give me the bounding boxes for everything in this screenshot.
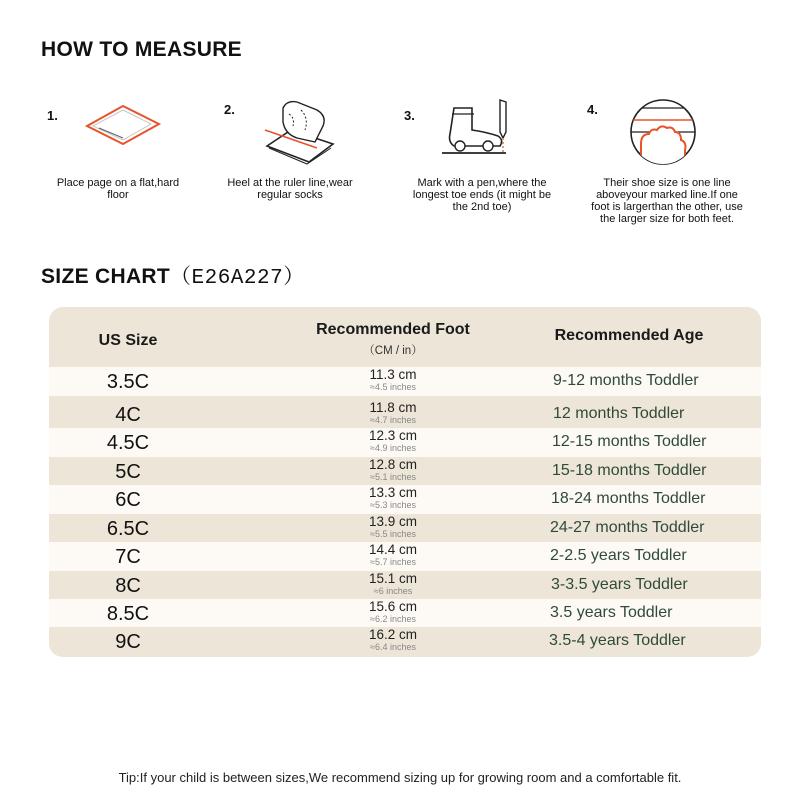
sock-heel-ruler-icon	[257, 98, 337, 168]
size-chart-title-text: SIZE CHART	[41, 265, 170, 288]
cell-cm: 11.3 cm	[369, 367, 417, 382]
sizing-tip: Tip:If your child is between sizes,We recommend sizing up for growing room and a comfortable fit.	[118, 770, 682, 785]
size-chart-table	[49, 307, 761, 657]
header-recommended-foot	[269, 321, 517, 358]
cell-in: ≈6.2 inches	[370, 614, 416, 624]
step-3	[395, 98, 565, 238]
step-4-number: 4.	[587, 102, 598, 117]
cell-cm: 15.1 cm	[368, 571, 418, 586]
cell-age: 12-15 months Toddler	[552, 433, 707, 450]
table-row	[49, 542, 761, 571]
table-row	[49, 428, 761, 457]
cell-size: 4.5C	[106, 432, 150, 454]
cell-in: ≈5.7 inches	[370, 557, 416, 567]
size-chart-title	[41, 260, 305, 290]
step-3-number: 3.	[404, 108, 415, 123]
cell-size: 7C	[115, 546, 141, 568]
step-2	[215, 98, 385, 238]
cell-cm: 14.4 cm	[368, 542, 418, 557]
step-1-caption: Place page on a flat,hard floor	[56, 177, 180, 201]
cell-age: 3.5 years Toddler	[550, 604, 673, 621]
table-row	[49, 571, 761, 600]
step-1	[40, 98, 210, 238]
cell-in: ≈5.5 inches	[370, 529, 416, 539]
cell-size: 6.5C	[106, 518, 150, 540]
size-chart-code: （E26A227）	[170, 267, 305, 290]
cell-in: ≈6.4 inches	[370, 642, 416, 652]
foot-pen-mark-icon	[440, 98, 520, 162]
cell-in: ≈5.3 inches	[370, 500, 416, 510]
cell-size: 8.5C	[106, 603, 150, 625]
cell-size: 8C	[115, 575, 141, 597]
cell-in: ≈6 inches	[373, 586, 413, 596]
toes-lines-icon	[623, 98, 703, 168]
cell-age: 24-27 months Toddler	[550, 519, 705, 536]
table-row	[49, 485, 761, 514]
cell-age: 3-3.5 years Toddler	[551, 576, 688, 593]
step-2-caption: Heel at the ruler line,wear regular socks	[227, 177, 353, 201]
cell-age: 12 months Toddler	[553, 405, 685, 422]
header-foot-unit: （CM / in）	[363, 345, 423, 357]
paper-on-floor-icon	[75, 98, 165, 158]
cell-age: 2-2.5 years Toddler	[550, 547, 687, 564]
table-row	[49, 457, 761, 486]
cell-cm: 11.8 cm	[369, 400, 417, 415]
cell-age: 18-24 months Toddler	[551, 490, 706, 507]
cell-age: 3.5-4 years Toddler	[549, 632, 686, 649]
cell-cm: 16.2 cm	[368, 627, 418, 642]
header-foot-label: Recommended Foot	[316, 321, 470, 338]
cell-size: 4C	[115, 404, 141, 426]
cell-cm: 15.6 cm	[368, 599, 418, 614]
table-row	[49, 514, 761, 543]
cell-age: 9-12 months Toddler	[553, 372, 699, 389]
cell-size: 3.5C	[106, 371, 150, 393]
how-to-measure-title: HOW TO MEASURE	[41, 38, 242, 61]
table-header	[49, 307, 761, 367]
cell-size: 9C	[115, 631, 141, 653]
step-4-caption: Their shoe size is one line aboveyour marked line.If one foot is largerthan the other, use the larger size for both feet.	[591, 177, 743, 225]
cell-cm: 12.8 cm	[368, 457, 418, 472]
table-row	[49, 599, 761, 628]
table-row	[49, 367, 761, 396]
header-us-size: US Size	[98, 332, 158, 349]
step-3-caption: Mark with a pen,where the longest toe ends (it might be the 2nd toe)	[412, 177, 552, 213]
cell-cm: 13.3 cm	[368, 485, 418, 500]
cell-cm: 12.3 cm	[368, 428, 418, 443]
cell-size: 5C	[115, 461, 141, 483]
cell-age: 15-18 months Toddler	[552, 462, 707, 479]
cell-in: ≈5.1 inches	[370, 472, 416, 482]
table-row	[49, 627, 761, 656]
cell-in: ≈4.7 inches	[370, 415, 416, 425]
cell-cm: 13.9 cm	[368, 514, 418, 529]
step-4	[578, 98, 748, 238]
step-2-number: 2.	[224, 102, 235, 117]
cell-in: ≈4.9 inches	[370, 443, 416, 453]
step-1-number: 1.	[47, 108, 58, 123]
cell-in: ≈4.5 inches	[370, 382, 416, 392]
cell-size: 6C	[115, 489, 141, 511]
table-row	[49, 400, 756, 429]
header-recommended-age: Recommended Age	[554, 327, 704, 344]
